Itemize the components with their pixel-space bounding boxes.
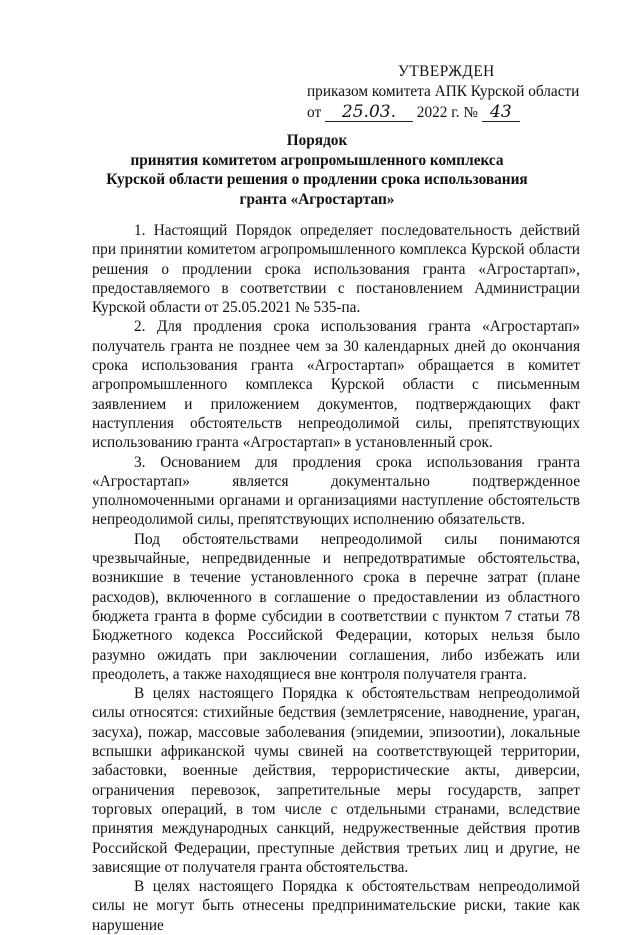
title-line-2: принятия комитетом агропромышленного комплекса (130, 151, 504, 169)
approval-year: 2022 г. № (416, 103, 479, 121)
approval-heading: УТВЕРЖДЕН (398, 63, 495, 80)
paragraph-force-majeure-definition: Под обстоятельствами непреодолимой силы понимаются чрезвычайные, непредвиденные и непредотвратимые обстоятельства, возникшие в течение установленного срока в перечне затрат (плане расходов), включенного в соглашение о предоставлении из областного бюджета гранта в форме субсидии в соответствии с пунктом 7 статьи 78 Бюджетного кодекса Российской Федерации, которых нельзя было разумно ожидать при заключении соглашения, либо избежать или преодолеть, а также находящиеся вне контроля получателя гранта. (92, 530, 580, 683)
paragraph-exclusions: В целях настоящего Порядка к обстоятельствам непреодолимой силы не могут быть отнесены предпринимательские риски, такие как нарушение (92, 878, 580, 934)
approval-stamp (307, 62, 597, 122)
document-body (92, 221, 580, 935)
approval-order-line: приказом комитета АПК Курской области (307, 83, 580, 101)
title-line-4: гранта «Агростартап» (239, 190, 395, 208)
title-line-3: Курской области решения о продлении срока использования (106, 171, 528, 188)
approval-date-line (307, 103, 597, 122)
paragraph-3: 3. Основанием для продления срока использования гранта «Агростартап» является документально подтвержденное уполномоченными органами и организациями наступление обстоятельств непреодолимой силы, препятствующих исполнению обязательств. (92, 453, 580, 529)
handwritten-date: 25.03. (325, 104, 413, 122)
paragraph-2: 2. Для продления срока использования гранта «Агростартап» получатель гранта не позднее чем за 30 календарных дней до окончания срока использования гранта «Агростартап» обращается в комитет агропромышленного комплекса Курской области с письменным заявлением и приложением документов, подтверждающих факт наступления обстоятельств непреодолимой силы, препятствующих использованию гранта «Агростартап» в установленный срок. (92, 318, 580, 452)
document-title (90, 131, 544, 209)
handwritten-order-number: 43 (482, 104, 520, 122)
paragraph-1: 1. Настоящий Порядок определяет последовательность действий при принятии комитетом агропромышленного комплекса Курской области решения о продлении срока использования гранта «Агростартап», предоставляемого в соответствии с постановлением Администрации Курской области от 25.05.2021 № 535-па. (92, 222, 580, 317)
paragraph-force-majeure-list: В целях настоящего Порядка к обстоятельствам непреодолимой силы относятся: стихийные бедствия (землетрясение, наводнение, ураган, засуха), пожар, массовые заболевания (эпидемии, эпизоотии), локальные вспышки африканской чумы свиней на соответствующей территории, забастовки, военные действия, террористические акты, диверсии, ограничения перевозок, запретительные меры государств, запрет торговых операций, в том числе с отдельными странами, вследствие принятия международных санкций, недружественные действия против Российской Федерации, преступные действия третьих лиц и другие, не зависящие от получателя гранта обстоятельства. (92, 685, 580, 876)
title-line-1: Порядок (286, 132, 348, 149)
approval-prefix: от (307, 103, 322, 121)
